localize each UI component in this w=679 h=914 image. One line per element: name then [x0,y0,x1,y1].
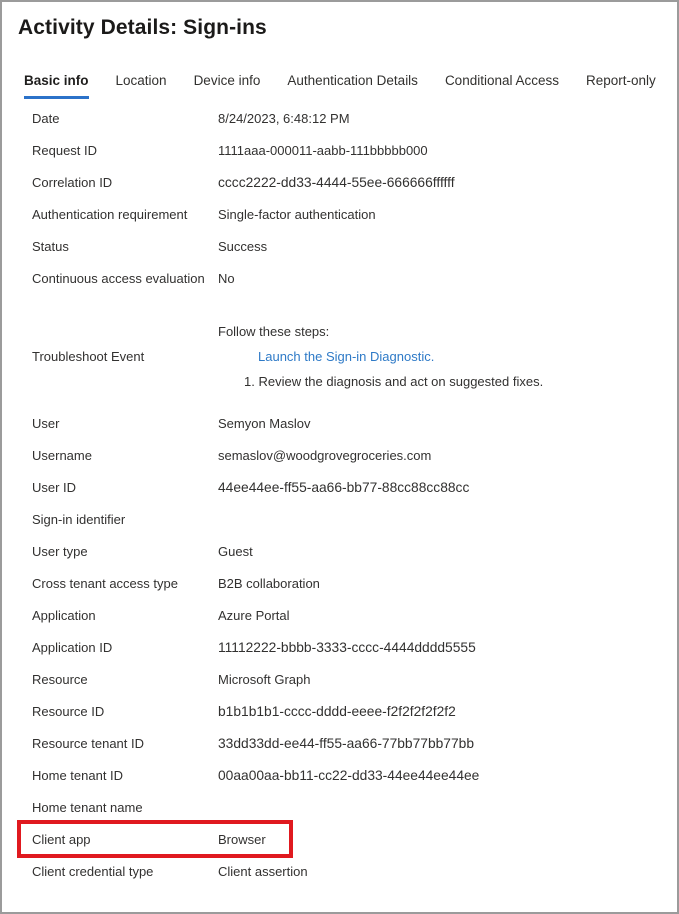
launch-sign-in-diagnostic-link[interactable]: Launch the Sign-in Diagnostic. [258,349,435,364]
detail-row-user [2,407,677,439]
detail-row-status [2,230,677,262]
row-label: Application ID [32,639,113,655]
tab-location[interactable]: Location [115,73,167,88]
row-label: Client app [32,831,91,847]
tab-conditional-access[interactable]: Conditional Access [444,73,560,88]
detail-row-continuous-access-evaluation [2,262,677,294]
row-value: 44ee44ee-ff55-aa66-bb77-88cc88cc88cc [218,479,470,495]
detail-row-authentication-requirement [2,198,677,230]
detail-row-client-app [2,823,677,855]
row-value: Single-factor authentication [218,206,376,222]
row-value: 33dd33dd-ee44-ff55-aa66-77bb77bb77bb [218,735,474,751]
row-value: No [218,270,235,286]
row-value: Azure Portal [218,607,290,623]
detail-row-username [2,439,677,471]
tab-bar [24,73,677,99]
detail-row-client-credential-type [2,855,677,887]
row-label: User [32,415,60,431]
detail-row-date [2,102,677,134]
row-label: Sign-in identifier [32,511,126,527]
row-label: Date [32,110,60,126]
tab-report-only[interactable]: Report-only [586,73,656,88]
detail-row-resource-tenant-id [2,727,677,759]
detail-row-home-tenant-name [2,791,677,823]
row-label-troubleshoot-event: Troubleshoot Event [32,349,145,364]
detail-rows-bottom [2,407,677,887]
detail-row-sign-in-identifier [2,503,677,535]
row-value: 00aa00aa-bb11-cc22-dd33-44ee44ee44ee [218,767,480,783]
row-value: semaslov@woodgrovegroceries.com [218,447,432,463]
troubleshoot-steps [218,324,543,389]
detail-row-cross-tenant-access-type [2,567,677,599]
row-label: Status [32,238,69,254]
row-label: Client credential type [32,863,154,879]
row-label: Resource tenant ID [32,735,145,751]
row-value: B2B collaboration [218,575,320,591]
row-value: 11112222-bbbb-3333-cccc-4444dddd5555 [218,639,476,655]
row-label: Username [32,447,92,463]
row-label: Correlation ID [32,174,113,190]
page-title: Activity Details: Sign-ins [18,16,267,39]
row-label: Home tenant name [32,799,143,815]
detail-row-resource-id [2,695,677,727]
row-value: 1111aaa-000011-aabb-111bbbbb000 [218,142,428,158]
detail-row-application-id [2,631,677,663]
tab-device-info[interactable]: Device info [193,73,261,88]
detail-row-user-id [2,471,677,503]
troubleshoot-event-row [2,316,677,389]
row-value: Client assertion [218,863,308,879]
row-value: b1b1b1b1-cccc-dddd-eeee-f2f2f2f2f2f2 [218,703,456,719]
row-value: cccc2222-dd33-4444-55ee-666666ffffff [218,174,455,190]
detail-row-application [2,599,677,631]
detail-row-user-type [2,535,677,567]
row-label: User type [32,543,88,559]
detail-row-correlation-id [2,166,677,198]
troubleshoot-intro-text: Follow these steps: [218,324,330,339]
tab-basic-info[interactable]: Basic info [24,73,89,99]
row-label: Application [32,607,96,623]
row-label: Resource [32,671,88,687]
row-value: Microsoft Graph [218,671,311,687]
row-label: Continuous access evaluation [32,270,205,286]
detail-row-resource [2,663,677,695]
detail-rows-top [2,102,677,294]
row-label: Authentication requirement [32,206,188,222]
detail-row-request-id [2,134,677,166]
row-value: Success [218,238,268,254]
row-value: 8/24/2023, 6:48:12 PM [218,110,350,126]
row-label: User ID [32,479,77,495]
row-label: Home tenant ID [32,767,124,783]
row-label: Cross tenant access type [32,575,178,591]
row-value: Guest [218,543,253,559]
row-label: Resource ID [32,703,105,719]
troubleshoot-step-1: 1. Review the diagnosis and act on suggested fixes. [244,374,544,389]
row-value-link[interactable]: Semyon Maslov [218,415,311,431]
detail-row-home-tenant-id [2,759,677,791]
tab-authentication-details[interactable]: Authentication Details [287,73,418,88]
row-value: Browser [218,831,266,847]
row-label: Request ID [32,142,98,158]
